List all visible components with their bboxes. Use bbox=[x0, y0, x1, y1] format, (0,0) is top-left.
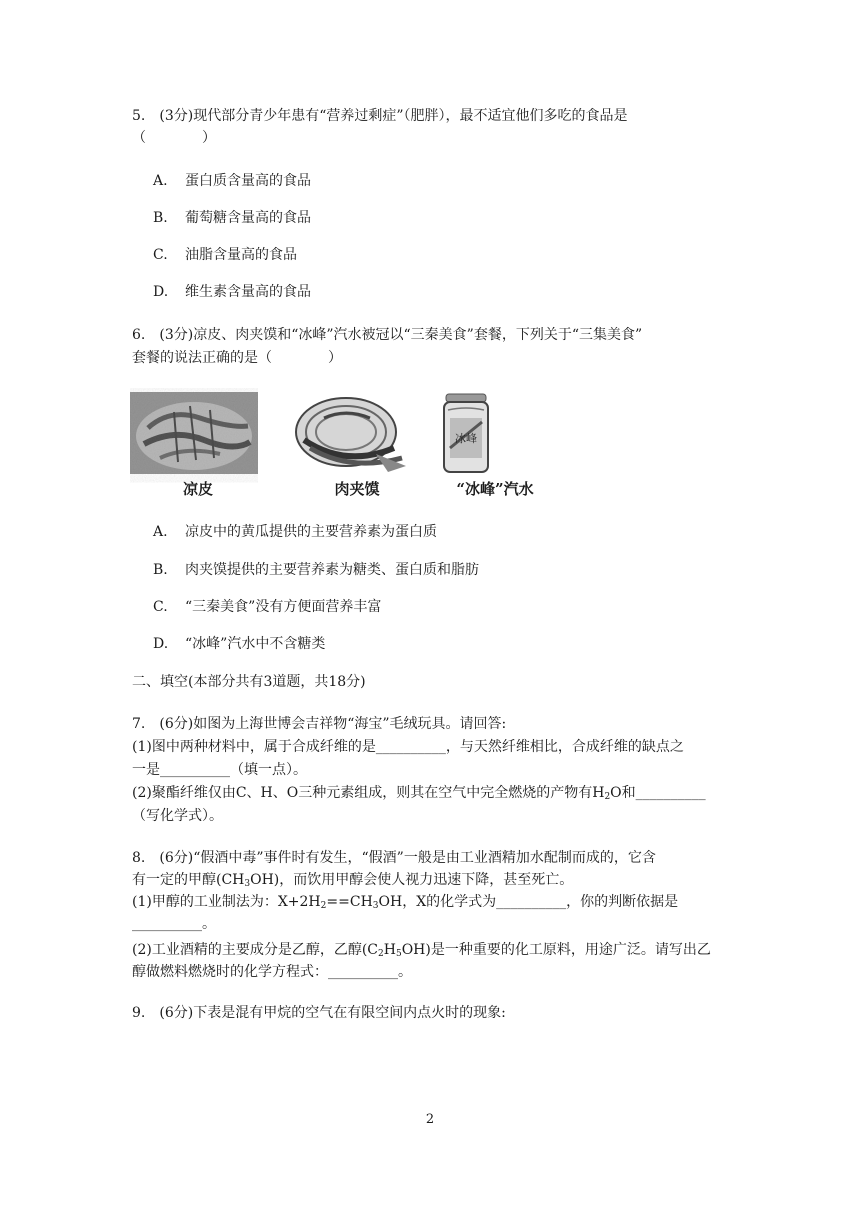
q6-option-b: B. 肉夹馍提供的主要营养素为糖类、蛋白质和脂肪 bbox=[153, 562, 479, 578]
q7-part1-line1: (1)图中两种材料中，属于合成纤维的是__________，与天然纤维相比，合成纤维的缺点之 bbox=[132, 739, 684, 755]
q7-part1-line2: 一是__________（填一点）。 bbox=[132, 762, 307, 778]
q6-option-d: D. “冰峰”汽水中不含糖类 bbox=[153, 636, 326, 652]
q5-option-d: D. 维生素含量高的食品 bbox=[153, 284, 311, 300]
q5-stem-line2: （ ） bbox=[132, 130, 216, 146]
q7-part2-line1: (2)聚酯纤维仅由C、H、O三种元素组成，则其在空气中完全燃烧的产物有$H_2O$和__________ bbox=[132, 785, 706, 802]
q5-option-c: C. 油脂含量高的食品 bbox=[153, 247, 297, 263]
can-label: 冰峰 bbox=[455, 432, 477, 445]
q8-stem-line2: 有一定的甲醇$(CH_3OH)$，而饮用甲醇会使人视力迅速下降，甚至死亡。 bbox=[132, 872, 574, 889]
q8-part2-line2: 醇做燃料燃烧时的化学方程式：__________。 bbox=[132, 964, 412, 980]
q5-option-a: A. 蛋白质含量高的食品 bbox=[153, 173, 311, 189]
caption-roujiamo: 肉夹馍 bbox=[334, 480, 380, 498]
q5-stem-line1: 5. (3分)现代部分青少年患有“营养过剩症”（肥胖），最不适宜他们多吃的食品是 bbox=[132, 108, 628, 124]
q6-stem-line2: 套餐的说法正确的是（ ） bbox=[132, 350, 342, 366]
q9-stem: 9. (6分)下表是混有甲烷的空气在有限空间内点火时的现象: bbox=[132, 1005, 506, 1021]
q8-part2-line1: (2)工业酒精的主要成分是乙醇，乙醇$(C_2H_5OH)$是一种重要的化工原料，用途广泛。请写出乙 bbox=[132, 942, 711, 959]
q6-option-c: C. “三秦美食”没有方便面营养丰富 bbox=[153, 599, 382, 615]
q6-option-a: A. 凉皮中的黄瓜提供的主要营养素为蛋白质 bbox=[153, 524, 437, 540]
q7-part2-line2: （写化学式）。 bbox=[132, 808, 223, 824]
q8-part1-line2: __________。 bbox=[132, 916, 216, 932]
section-heading: 二、填空(本部分共有3道题，共18分) bbox=[132, 674, 366, 690]
caption-bingfeng: “冰峰”汽水 bbox=[456, 480, 534, 498]
page-number: 2 bbox=[425, 1112, 435, 1127]
q6-stem-line1: 6. (3分)凉皮、肉夹馍和“冰峰”汽水被冠以“三秦美食”套餐，下列关于“三集美食” bbox=[132, 327, 643, 343]
caption-liangpi: 凉皮 bbox=[182, 480, 213, 498]
q5-option-b: B. 葡萄糖含量高的食品 bbox=[153, 210, 311, 226]
q8-part1-line1: (1)甲醇的工业制法为：$X+2H_2==CH_3OH$，X的化学式为__________，你的判断依据是 bbox=[132, 894, 679, 911]
q8-stem-line1: 8. (6分)“假酒中毒”事件时有发生，“假酒”一般是由工业酒精加水配制而成的，它含 bbox=[132, 850, 656, 866]
q7-stem: 7. (6分)如图为上海世博会吉祥物“海宝”毛绒玩具。请回答: bbox=[132, 716, 507, 732]
